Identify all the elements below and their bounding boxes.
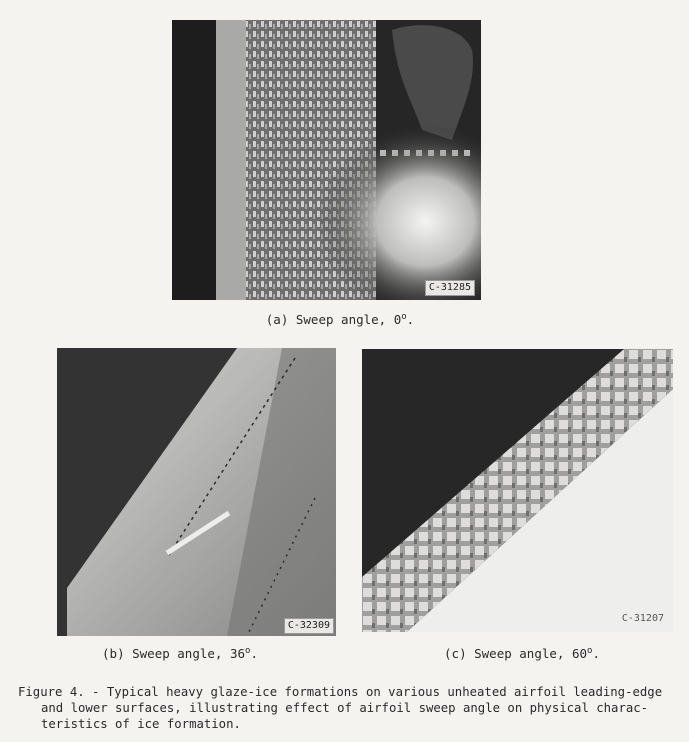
photo-sweep-36 [57, 348, 336, 636]
photo-code-c: C-31207 [621, 613, 664, 624]
caption-c-text: (c) Sweep angle, 60 [444, 646, 588, 661]
photo-code-b: C-32309 [284, 618, 334, 634]
photo-sweep-0 [172, 20, 481, 300]
caption-c-period: . [592, 646, 600, 661]
caption-a-period: . [406, 312, 415, 327]
degree-mark-a: o [401, 312, 407, 322]
degree-mark-c: o [587, 646, 593, 656]
caption-b-period: . [250, 646, 258, 661]
figure-caption-line-3: teristics of ice formation. [41, 717, 241, 731]
ice-photo-c-image [362, 349, 673, 632]
photo-sweep-60 [362, 349, 673, 632]
caption-sweep-36 [70, 646, 290, 662]
ice-photo-b-image [57, 348, 336, 636]
figure-caption [18, 684, 678, 732]
caption-a-text: (a) Sweep angle, 0 [265, 312, 402, 327]
figure-caption-line-2: and lower surfaces, illustrating effect of airfoil sweep angle on physical charac- [41, 701, 649, 715]
caption-sweep-60 [412, 646, 632, 662]
figure-caption-line-1: Figure 4. - Typical heavy glaze-ice formations on various unheated airfoil leading-edge [18, 685, 663, 699]
caption-b-text: (b) Sweep angle, 36 [102, 646, 246, 661]
degree-mark-b: o [245, 646, 251, 656]
caption-sweep-0 [240, 312, 440, 328]
photo-code-a: C-31285 [425, 280, 475, 296]
ice-photo-a-image [172, 20, 481, 300]
